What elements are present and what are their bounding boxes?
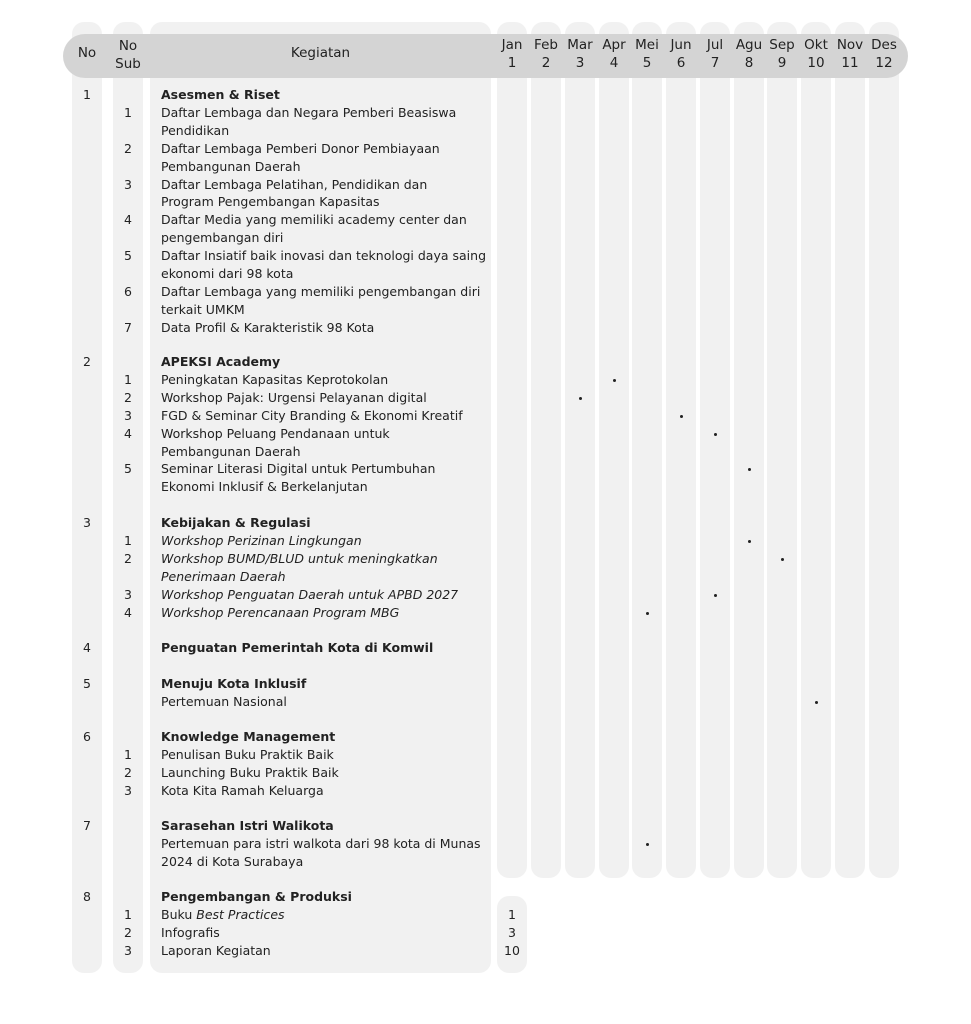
output-count: 3: [508, 924, 516, 940]
sub-number: 3: [124, 176, 132, 192]
schedule-marker: [579, 397, 582, 400]
month-header: [765, 36, 799, 72]
section-number: 3: [83, 515, 91, 530]
sub-number: 2: [124, 764, 132, 780]
month-column-bg: [531, 22, 561, 878]
section-number: 8: [83, 889, 91, 904]
sub-number: 4: [124, 212, 132, 228]
activity-text: Launching Buku Praktik Baik: [161, 764, 339, 780]
sub-number: 6: [124, 283, 132, 299]
activity-text: Laporan Kegiatan: [161, 942, 271, 958]
month-header: [732, 36, 766, 72]
sub-number: 2: [124, 140, 132, 156]
activity-text: Pembangunan Daerah: [161, 158, 301, 174]
activity-text: Workshop Pajak: Urgensi Pelayanan digital: [161, 389, 427, 405]
activity-text: Pembangunan Daerah: [161, 443, 301, 459]
month-column-bg: [666, 22, 696, 878]
month-header: [563, 36, 597, 72]
schedule-marker: [748, 540, 751, 543]
header-no-sub: [110, 37, 146, 73]
month-column-bg: [869, 22, 899, 878]
month-column-bg: [599, 22, 629, 878]
activity-text: Infografis: [161, 924, 220, 940]
month-column-bg: [632, 22, 662, 878]
activity-text: pengembangan diri: [161, 230, 284, 246]
section-title: Kebijakan & Regulasi: [161, 515, 311, 530]
activity-text: Workshop Perencanaan Program MBG: [161, 604, 400, 620]
section-title: Menuju Kota Inklusif: [161, 676, 307, 691]
section-title: Pengembangan & Produksi: [161, 889, 352, 904]
month-header: [799, 36, 833, 72]
activity-text: FGD & Seminar City Branding & Ekonomi Kreatif: [161, 407, 463, 423]
activity-text: Workshop Perizinan Lingkungan: [161, 532, 362, 548]
sub-number: 1: [124, 371, 132, 387]
month-column-bg: [700, 22, 730, 878]
header-no-sub-line1: No: [118, 38, 138, 54]
sub-number: 2: [124, 924, 132, 940]
activity-text: [161, 906, 285, 924]
month-number: 10: [807, 55, 825, 71]
activity-text: Daftar Lembaga yang memiliki pengembangan diri: [161, 283, 481, 299]
month-number: 2: [541, 55, 551, 71]
activity-text: Workshop Peluang Pendanaan untuk: [161, 425, 390, 441]
month-name: Mar: [567, 37, 593, 53]
activity-text: Pendidikan: [161, 122, 230, 138]
month-name: Des: [871, 37, 897, 53]
activity-text: Peningkatan Kapasitas Keprotokolan: [161, 371, 389, 387]
schedule-marker: [714, 594, 717, 597]
month-name: Apr: [602, 37, 626, 53]
month-number: 4: [609, 55, 619, 71]
section-title: Penguatan Pemerintah Kota di Komwil: [161, 640, 434, 655]
month-header: [495, 36, 529, 72]
activity-text: Seminar Literasi Digital untuk Pertumbuhan: [161, 461, 436, 477]
month-number: 12: [875, 55, 893, 71]
schedule-marker: [815, 701, 818, 704]
activity-text: Pertemuan para istri walkota dari 98 kota di Munas: [161, 835, 481, 851]
activity-text: Daftar Lembaga dan Negara Pemberi Beasiswa: [161, 104, 457, 120]
month-header: [630, 36, 664, 72]
activity-text: Kota Kita Ramah Keluarga: [161, 782, 324, 798]
section-title: APEKSI Academy: [161, 354, 281, 369]
activity-text: terkait UMKM: [161, 301, 245, 317]
activity-text: Workshop BUMD/BLUD untuk meningkatkan: [161, 550, 438, 566]
month-name: Agu: [735, 37, 763, 53]
sub-number: 7: [124, 319, 132, 335]
month-column-bg: [801, 22, 831, 878]
header-no-sub-line2: Sub: [115, 56, 141, 72]
activity-text: 2024 di Kota Surabaya: [161, 853, 304, 869]
activity-text: Daftar Insiatif baik inovasi dan teknologi daya saing: [161, 248, 486, 264]
month-number: 5: [642, 55, 652, 71]
month-header: [698, 36, 732, 72]
sub-number: 3: [124, 586, 132, 602]
section-title: Knowledge Management: [161, 729, 336, 744]
sub-number: 1: [124, 746, 132, 762]
activity-text: Penerimaan Daerah: [161, 568, 286, 584]
section-number: 5: [83, 676, 91, 691]
month-number: 6: [676, 55, 686, 71]
sub-number: 1: [124, 906, 132, 922]
section-number: 1: [83, 87, 91, 102]
month-name: Feb: [534, 37, 558, 53]
section-title: Sarasehan Istri Walikota: [161, 818, 334, 833]
activity-text: Daftar Lembaga Pelatihan, Pendidikan dan: [161, 176, 428, 192]
output-count: 1: [508, 906, 516, 922]
sub-number: 1: [124, 532, 132, 548]
activity-text: Daftar Media yang memiliki academy center dan: [161, 212, 467, 228]
section-number: 2: [83, 354, 91, 369]
output-count: 10: [504, 942, 520, 958]
month-name: Sep: [769, 37, 795, 53]
month-header: [867, 36, 901, 72]
month-header: [597, 36, 631, 72]
schedule-marker: [646, 612, 649, 615]
section-number: 4: [83, 640, 91, 655]
activity-text: Penulisan Buku Praktik Baik: [161, 746, 334, 762]
month-name: Okt: [804, 37, 828, 53]
month-column-bg: [734, 22, 764, 878]
activity-text-italic: Best Practices: [196, 906, 285, 922]
sub-number: 2: [124, 389, 132, 405]
month-header: [833, 36, 867, 72]
activity-text: Daftar Lembaga Pemberi Donor Pembiayaan: [161, 140, 440, 156]
header-no: No: [77, 45, 97, 61]
sub-number: 5: [124, 248, 132, 264]
nosub-column-bg: [113, 22, 143, 973]
month-column-bg: [767, 22, 797, 878]
schedule-marker: [680, 415, 683, 418]
activity-text: ekonomi dari 98 kota: [161, 266, 294, 281]
month-column-bg: [565, 22, 595, 878]
activity-text: Pertemuan Nasional: [161, 693, 287, 709]
section-number: 7: [83, 818, 91, 833]
activity-text-prefix: Buku: [161, 906, 197, 922]
sub-number: 5: [124, 461, 132, 477]
month-column-bg: [835, 22, 865, 878]
schedule-marker: [714, 433, 717, 436]
sub-number: 4: [124, 604, 132, 620]
month-number: 1: [507, 55, 517, 71]
month-number: 8: [744, 55, 754, 71]
month-number: 9: [777, 55, 787, 71]
section-number: 6: [83, 729, 91, 744]
activity-text: Data Profil & Karakteristik 98 Kota: [161, 319, 375, 335]
sub-number: 1: [124, 104, 132, 120]
schedule-marker: [781, 558, 784, 561]
month-name: Mei: [635, 37, 659, 53]
sub-number: 3: [124, 782, 132, 798]
month-number: 3: [575, 55, 585, 71]
sub-number: 3: [124, 942, 132, 958]
sub-number: 4: [124, 425, 132, 441]
section-title: Asesmen & Riset: [161, 87, 280, 102]
activity-text: Workshop Penguatan Daerah untuk APBD 2027: [161, 586, 459, 602]
activity-text: Program Pengembangan Kapasitas: [161, 194, 380, 210]
month-number: 11: [841, 55, 859, 71]
month-number: 7: [710, 55, 720, 71]
header-kegiatan: Kegiatan: [290, 45, 351, 61]
schedule-marker: [613, 379, 616, 382]
schedule-marker: [646, 843, 649, 846]
month-header: [529, 36, 563, 72]
month-header: [664, 36, 698, 72]
sub-number: 3: [124, 407, 132, 423]
month-column-bg: [497, 22, 527, 878]
month-name: Jul: [706, 37, 724, 53]
month-name: Jun: [670, 37, 692, 53]
activity-text: Ekonomi Inklusif & Berkelanjutan: [161, 479, 368, 495]
month-name: Nov: [836, 37, 864, 53]
sub-number: 2: [124, 550, 132, 566]
month-name: Jan: [501, 37, 523, 53]
